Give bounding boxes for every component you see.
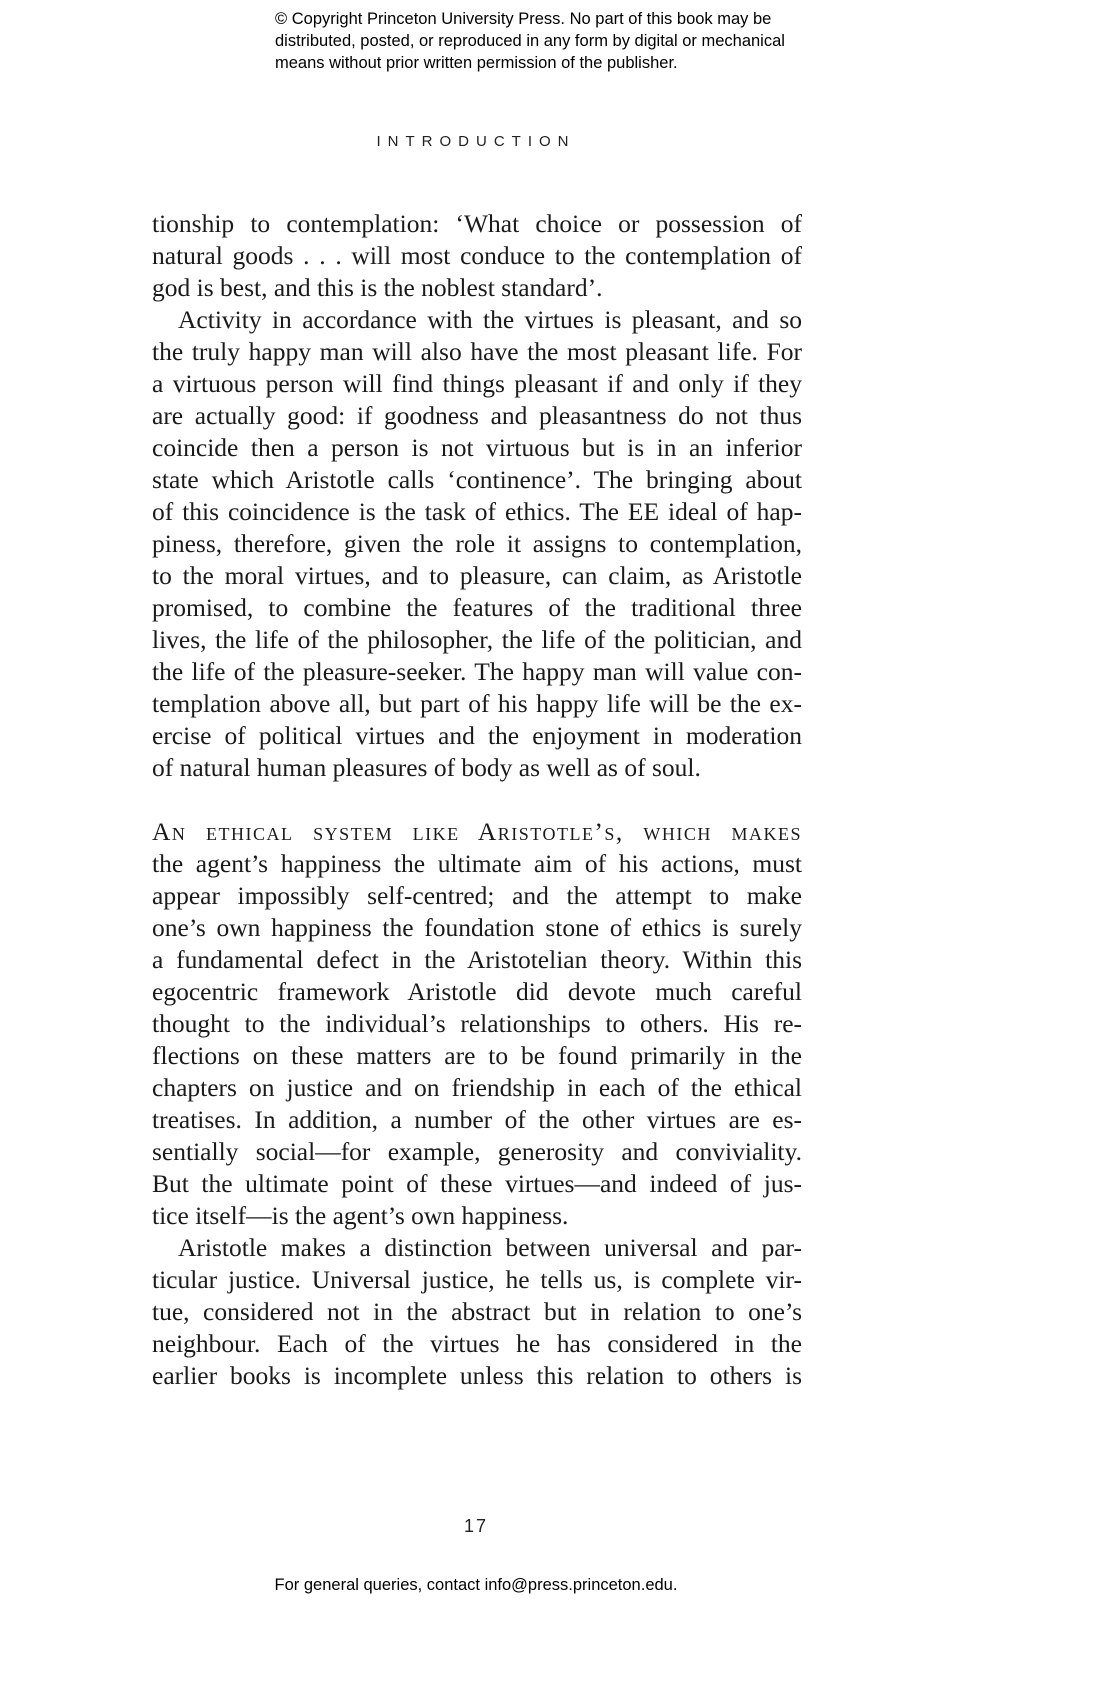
text-line: ercise of political virtues and the enjoyment in moderation <box>152 721 802 750</box>
text-line: sentially social—for example, generosity and conviviality. <box>152 1137 802 1166</box>
text-line: tue, considered not in the abstract but in relation to one’s <box>152 1297 802 1326</box>
text-line: tice itself—is the agent’s own happiness. <box>152 1201 569 1230</box>
text-line: to the moral virtues, and to pleasure, can claim, as Aristotle <box>152 561 802 590</box>
paragraph <box>152 816 802 1232</box>
text-line: ticular justice. Universal justice, he tells us, is complete vir- <box>152 1265 802 1294</box>
copyright-line: © Copyright Princeton University Press. No part of this book may be <box>275 10 772 28</box>
text-line: of natural human pleasures of body as well as of soul. <box>152 753 701 782</box>
paragraph <box>152 1232 802 1392</box>
text-line: thought to the individual’s relationships to others. His re- <box>152 1009 802 1038</box>
copyright-line: means without prior written permission of the publisher. <box>275 54 678 72</box>
text-line: Activity in accordance with the virtues is pleasant, and so <box>178 305 802 334</box>
text-line: natural goods . . . will most conduce to the contemplation of <box>152 241 802 270</box>
page-body <box>152 208 802 1392</box>
text-line: a fundamental defect in the Aristotelian theory. Within this <box>152 945 802 974</box>
text-line: a virtuous person will find things pleasant if and only if they <box>152 369 802 398</box>
copyright-notice <box>275 8 875 74</box>
text-line: templation above all, but part of his happy life will be the ex- <box>152 689 802 718</box>
text-line: state which Aristotle calls ‘continence’. The bringing about <box>152 465 802 494</box>
text-line: god is best, and this is the noblest standard’. <box>152 273 603 302</box>
text-line: appear impossibly self-centred; and the attempt to make <box>152 881 802 910</box>
paragraph <box>152 208 802 304</box>
paragraph <box>152 304 802 784</box>
text-line: egocentric framework Aristotle did devote much careful <box>152 977 802 1006</box>
text-line: one’s own happiness the foundation stone of ethics is surely <box>152 913 802 942</box>
text-line: coincide then a person is not virtuous but is in an inferior <box>152 433 802 462</box>
text-line: lives, the life of the philosopher, the life of the politician, and <box>152 625 802 654</box>
running-head: INTRODUCTION <box>376 133 576 150</box>
text-line: are actually good: if goodness and pleasantness do not thus <box>152 401 802 430</box>
text-line: chapters on justice and on friendship in each of the ethical <box>152 1073 802 1102</box>
text-line: piness, therefore, given the role it assigns to contemplation, <box>152 529 802 558</box>
contact-footer: For general queries, contact info@press.princeton.edu. <box>274 1576 678 1594</box>
copyright-line: distributed, posted, or reproduced in any form by digital or mechanical <box>275 32 785 50</box>
text-line: of this coincidence is the task of ethics. The EE ideal of hap- <box>152 497 802 526</box>
text-line: promised, to combine the features of the traditional three <box>152 593 802 622</box>
text-line: tionship to contemplation: ‘What choice or possession of <box>152 209 802 238</box>
text-line: Aristotle makes a distinction between universal and par- <box>178 1233 802 1262</box>
text-line: treatises. In addition, a number of the other virtues are es- <box>152 1105 802 1134</box>
text-line: the agent’s happiness the ultimate aim of his actions, must <box>152 849 802 878</box>
page-number: 17 <box>463 1516 489 1536</box>
text-line: the truly happy man will also have the most pleasant life. For <box>152 337 802 366</box>
text-line: the life of the pleasure-seeker. The happy man will value con- <box>152 657 802 686</box>
text-line: flections on these matters are to be found primarily in the <box>152 1041 802 1070</box>
text-line: earlier books is incomplete unless this relation to others is <box>152 1361 802 1390</box>
text-line: neighbour. Each of the virtues he has considered in the <box>152 1329 802 1358</box>
section-break <box>152 784 802 816</box>
text-line: But the ultimate point of these virtues—and indeed of jus- <box>152 1169 802 1198</box>
section-opening-smallcaps: An ethical system like Aristotle’s, which makes <box>152 817 802 846</box>
